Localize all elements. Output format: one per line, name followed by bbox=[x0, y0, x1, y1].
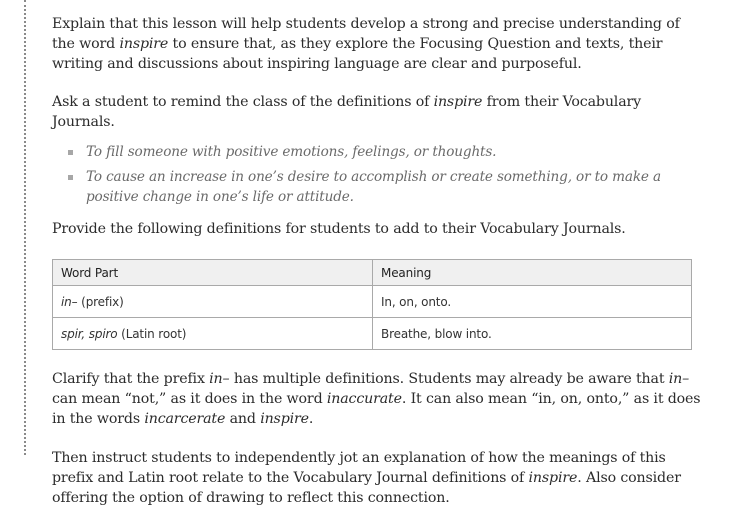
table-row bbox=[53, 318, 692, 350]
header-word-part: Word Part bbox=[53, 260, 373, 286]
table-row bbox=[53, 286, 692, 318]
margin-dotted-rule bbox=[24, 0, 26, 455]
list-item: To cause an increase in one’s desire to accomplish or create something, or to make a positive change in one’s life or attitude. bbox=[66, 167, 702, 207]
definitions-list bbox=[52, 142, 702, 207]
square-bullet-icon bbox=[68, 150, 73, 155]
instruct-paragraph: Then instruct students to independently jot an explanation of how the meanings of this prefix and Latin root relate to the Vocabulary Journal definitions of inspire. Also consider offering the option of drawing to reflect this connection. bbox=[52, 450, 681, 506]
meaning-cell: Breathe, blow into. bbox=[373, 318, 692, 350]
intro-paragraph: Explain that this lesson will help students develop a strong and precise understanding of the word inspire to ensure that, as they explore the Focusing Question and texts, their writing and discussions about inspiring language are clear and purposeful. bbox=[52, 16, 680, 72]
provide-paragraph: Provide the following definitions for students to add to their Vocabulary Journals. bbox=[52, 221, 626, 237]
header-meaning: Meaning bbox=[373, 260, 692, 286]
square-bullet-icon bbox=[68, 175, 73, 180]
meaning-cell: In, on, onto. bbox=[373, 286, 692, 318]
list-item: To fill someone with positive emotions, feelings, or thoughts. bbox=[66, 142, 702, 162]
word-part-cell: in– (prefix) bbox=[53, 286, 373, 318]
lesson-content bbox=[52, 14, 702, 508]
table-header-row bbox=[53, 260, 692, 286]
clarify-paragraph: Clarify that the prefix in– has multiple definitions. Students may already be aware that in– can mean “not,” as it does in the word inaccurate. It can also mean “in, on, onto,” as it does in the words incarcerate and inspire. bbox=[52, 371, 701, 427]
word-part-table bbox=[52, 259, 692, 350]
word-part-cell: spir, spiro (Latin root) bbox=[53, 318, 373, 350]
ask-paragraph: Ask a student to remind the class of the definitions of inspire from their Vocabulary Journals. bbox=[52, 94, 641, 130]
